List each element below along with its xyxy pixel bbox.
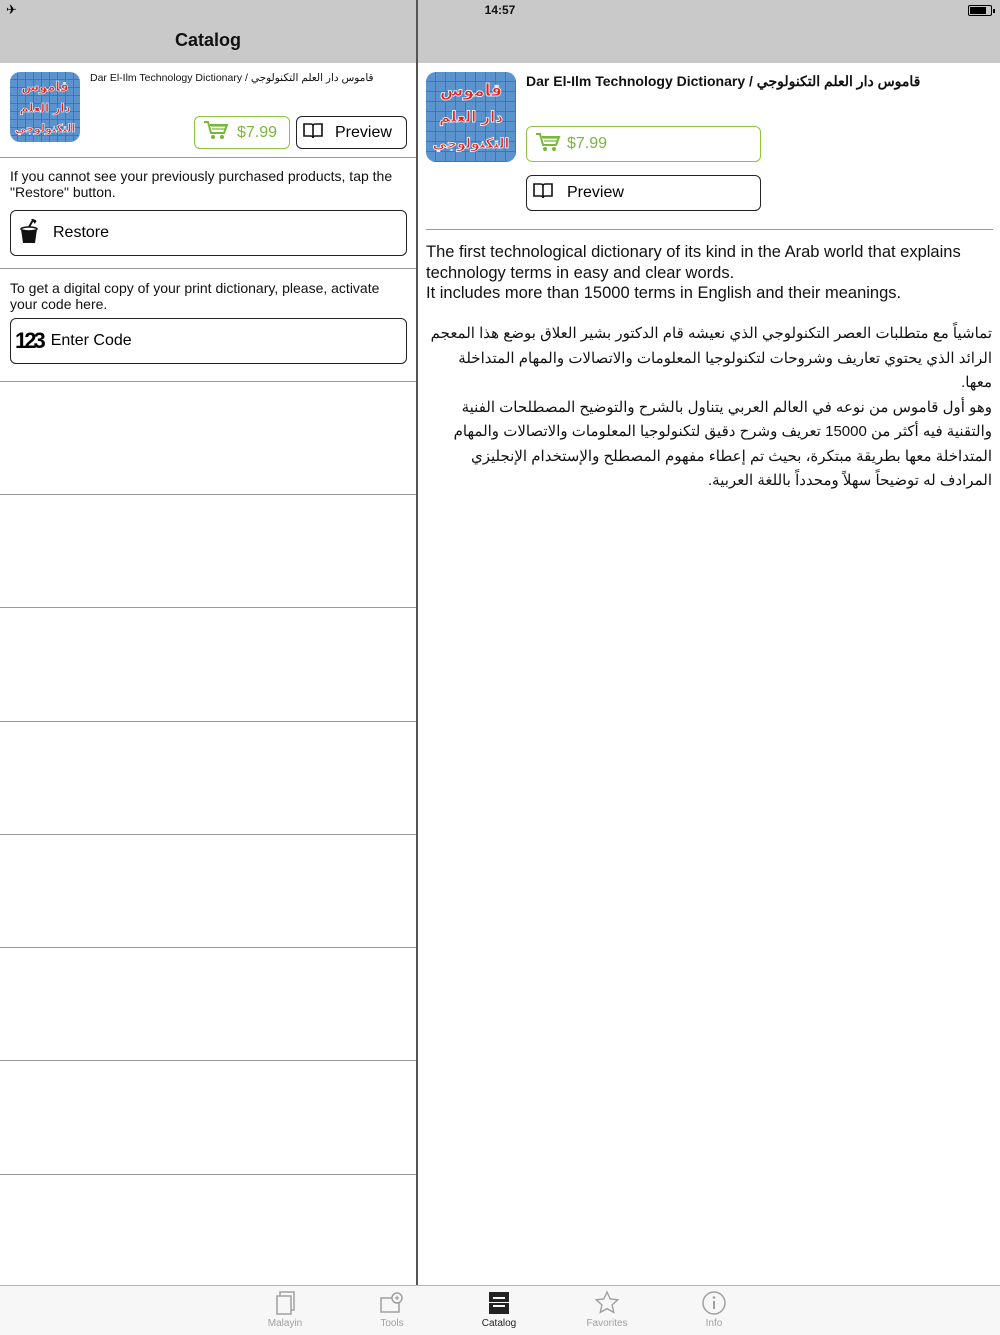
numbers-icon: 123 [15, 328, 43, 353]
enter-code-label: Enter Code [50, 332, 132, 349]
enter-code-button[interactable] [10, 318, 407, 364]
thumb-line-2: دار العلم [19, 101, 71, 115]
buy-button[interactable] [194, 116, 290, 149]
battery-icon [968, 5, 992, 16]
restore-info: If you cannot see your previously purchased products, tap the "Restore" button. [10, 168, 393, 200]
book-icon [303, 122, 323, 144]
tab-label: Malayin [267, 1318, 303, 1329]
description-arabic: تماشياً مع متطلبات العصر التكنولوجي الذي نعيشه قام الدكتور بشير العلاق بوضع هذا المعجم الرائد الذي يحتوي تعاريف وشروحات لتكنولوجيا المعلومات والاتصالات والمهام المتداخلة معها. وهو أول قاموس من نوعه في العالم العربي يتناول بالشرح والتوضيح المصطلحات الفنية والتقنية فيه أكثر من 15000 تعريف وشرح دقيق لتكنولوجيا المعلومات والاتصالات والمهام المتداخلة معها بطريقة مبتكرة، بحيث تم إعطاء مفهوم المصطلح والإستخدام الإنجليزي المرادف له توضيحاً سهلاً ومحدداً باللغة العربية. [430, 325, 992, 489]
row-divider [0, 1174, 416, 1175]
book-icon [533, 182, 553, 204]
tab-malayin[interactable] [255, 1290, 315, 1329]
airplane-icon: ✈ [6, 2, 17, 17]
row-divider [0, 721, 416, 722]
tools-icon [379, 1290, 405, 1316]
books-icon [273, 1290, 297, 1316]
row-divider [0, 494, 416, 495]
tab-label: Favorites [586, 1318, 628, 1329]
row-divider [0, 381, 416, 382]
tab-favorites[interactable] [577, 1290, 637, 1329]
row-divider [0, 834, 416, 835]
preview-button-detail[interactable] [526, 175, 761, 211]
cart-icon [535, 132, 561, 157]
description-english: The first technological dictionary of its kind in the Arab world that explains technology terms in easy and clear words. It includes more than 15000 terms in English and their meanings. [426, 243, 961, 302]
tab-label: Info [705, 1318, 723, 1329]
product-thumbnail [10, 72, 80, 142]
product-detail-title: Dar El-Ilm Technology Dictionary / قاموس دار العلم التكنولوجي [526, 73, 921, 89]
status-time: 14:57 [484, 3, 516, 17]
code-info: To get a digital copy of your print dictionary, please, activate your code here. [10, 280, 380, 312]
preview-label: Preview [335, 123, 392, 141]
preview-button[interactable] [296, 116, 407, 149]
product-title: Dar El-Ilm Technology Dictionary / قاموس دار العلم التكنولوجي [90, 72, 374, 84]
row-divider [0, 947, 416, 948]
tab-tools[interactable] [362, 1290, 422, 1329]
product-detail-thumbnail [426, 72, 516, 162]
price-label: $7.99 [237, 123, 278, 141]
info-icon [701, 1290, 727, 1316]
thumb-line-2: دار العلم [439, 108, 503, 126]
section-divider [0, 268, 416, 269]
page-title: Catalog [174, 30, 241, 50]
restore-label: Restore [53, 224, 110, 241]
tab-label: Tools [380, 1318, 404, 1329]
thumb-line-3: التكنولوجي [432, 136, 510, 152]
preview-label: Preview [567, 184, 624, 201]
row-divider [0, 157, 416, 158]
status-bar [0, 0, 1000, 20]
tab-label: Catalog [481, 1318, 517, 1329]
catalog-icon [487, 1290, 511, 1316]
restore-button[interactable] [10, 210, 407, 256]
row-divider [0, 1060, 416, 1061]
split-divider [416, 0, 418, 1286]
row-divider [0, 607, 416, 608]
restore-bucket-icon [17, 217, 41, 250]
price-label: $7.99 [567, 135, 608, 152]
thumb-line-1: قاموس [21, 80, 69, 95]
thumb-line-3: التكنولوجي [14, 122, 76, 135]
tab-catalog[interactable] [469, 1290, 529, 1329]
detail-divider [426, 229, 993, 230]
cart-icon [203, 120, 229, 145]
tab-info[interactable] [684, 1290, 744, 1329]
thumb-line-1: قاموس [439, 81, 503, 101]
buy-button-detail[interactable] [526, 126, 761, 162]
star-icon [594, 1290, 620, 1316]
